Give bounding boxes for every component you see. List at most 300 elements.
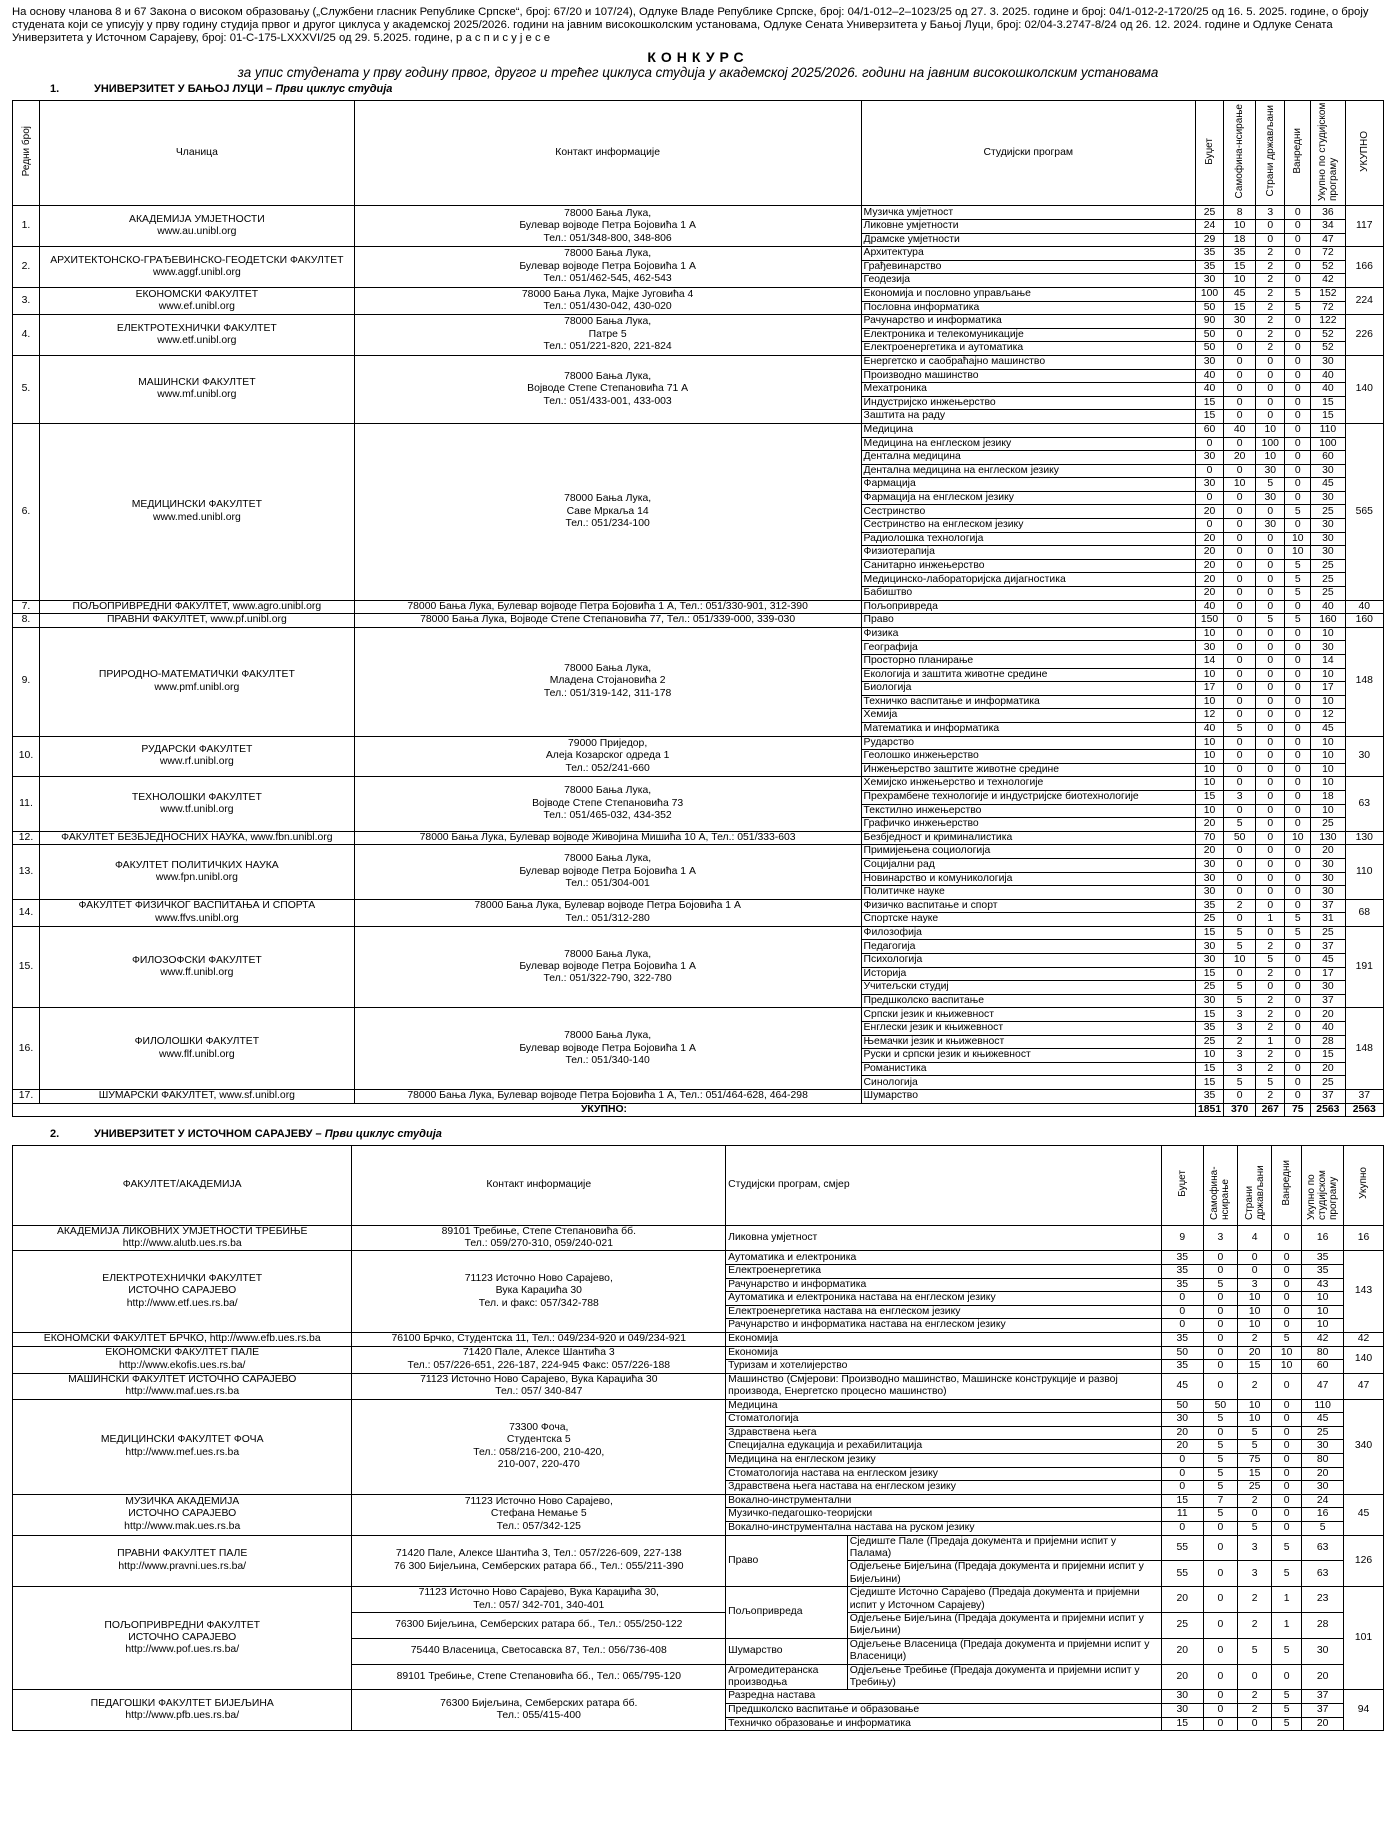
budget-cell: 15: [1161, 1494, 1203, 1508]
budget-cell: 10: [1195, 736, 1223, 750]
self-cell: 0: [1224, 886, 1256, 900]
table-row: [13, 831, 1384, 845]
header-contact: Контакт информације: [354, 101, 861, 206]
budget-cell: 0: [1195, 491, 1223, 505]
program-total-cell: 34: [1311, 220, 1345, 234]
self-cell: 3: [1203, 1225, 1237, 1251]
budget-cell: 40: [1195, 369, 1223, 383]
part-time-cell: 0: [1285, 709, 1311, 723]
table-row: [13, 355, 1384, 369]
foreign-cell: 2: [1256, 315, 1285, 329]
part-time-cell: 0: [1285, 899, 1311, 913]
member-total: 117: [1345, 206, 1384, 247]
budget-cell: 50: [1195, 342, 1223, 356]
part-time-cell: 0: [1285, 695, 1311, 709]
self-cell: 0: [1224, 369, 1256, 383]
budget-cell: 30: [1195, 872, 1223, 886]
table-row: [13, 1090, 1384, 1104]
foreign-cell: 0: [1256, 831, 1285, 845]
part-time-cell: 0: [1272, 1373, 1302, 1399]
member-name: ПОЉОПРИВРЕДНИ ФАКУЛТЕТ, www.agro.unibl.org: [40, 600, 355, 614]
foreign-cell: 0: [1256, 532, 1285, 546]
table-row: [13, 845, 1384, 859]
foreign-cell: 5: [1238, 1638, 1272, 1664]
self-cell: 0: [1224, 464, 1256, 478]
program-name: Техничко образовање и информатика: [726, 1717, 1162, 1731]
member-total: 340: [1344, 1399, 1384, 1494]
self-cell: 0: [1224, 383, 1256, 397]
self-cell: 2: [1224, 899, 1256, 913]
program-name: Медицина: [726, 1399, 1162, 1413]
program-name: Биологија: [861, 682, 1195, 696]
part-time-cell: 0: [1285, 954, 1311, 968]
program-name: Бабиштво: [861, 587, 1195, 601]
foreign-cell: 0: [1256, 736, 1285, 750]
program-total-cell: 30: [1311, 519, 1345, 533]
self-cell: 0: [1224, 1090, 1256, 1104]
member-contact: 71420 Пале, Алексе Шантића 3, Тел.: 057/226-609, 227-138 76 300 Бијељина, Семберских ратара бб., Тел.: 055/211-390: [352, 1535, 726, 1587]
program-total-cell: 60: [1311, 451, 1345, 465]
part-time-cell: 5: [1272, 1690, 1302, 1704]
foreign-cell: 2: [1256, 342, 1285, 356]
program-branch: Одјељење Требиње (Предаја документа и пријемни испит у Требињу): [847, 1664, 1161, 1690]
part-time-cell: 0: [1272, 1305, 1302, 1319]
program-total-cell: 30: [1311, 355, 1345, 369]
part-time-cell: 10: [1272, 1360, 1302, 1374]
row-number: 2.: [13, 247, 40, 288]
foreign-cell: 30: [1256, 491, 1285, 505]
foreign-cell: 0: [1256, 587, 1285, 601]
foreign-cell: 5: [1256, 954, 1285, 968]
member-name: ЕКОНОМСКИ ФАКУЛТЕТ www.ef.unibl.org: [40, 287, 355, 314]
self-cell: 0: [1203, 1319, 1237, 1333]
table-row: [13, 627, 1384, 641]
program-total-cell: 15: [1311, 396, 1345, 410]
member-contact: 78000 Бања Лука, Булевар војводе Петра Бојовића 1 А Тел.: 051/462-545, 462-543: [354, 247, 861, 288]
member-contact: 78000 Бања Лука, Саве Мркаља 14 Тел.: 051/234-100: [354, 423, 861, 600]
table-row: [13, 206, 1384, 220]
program-name: Техничко васпитање и информатика: [861, 695, 1195, 709]
self-cell: 0: [1224, 777, 1256, 791]
program-total-cell: 25: [1311, 587, 1345, 601]
program-name: Предшколско васпитање: [861, 994, 1195, 1008]
budget-cell: 15: [1195, 967, 1223, 981]
grand-total-total_prog: 2563: [1311, 1103, 1345, 1117]
part-time-cell: 0: [1285, 981, 1311, 995]
program-name: Физичко васпитање и спорт: [861, 899, 1195, 913]
row-number: 4.: [13, 315, 40, 356]
foreign-cell: 0: [1256, 886, 1285, 900]
program-name: Сестринство: [861, 505, 1195, 519]
foreign-cell: 5: [1238, 1426, 1272, 1440]
header-part-time: Ванредни: [1285, 101, 1311, 206]
table-row: [13, 899, 1384, 913]
foreign-cell: 0: [1256, 641, 1285, 655]
program-name: Рачунарство и информатика настава на енглеском језику: [726, 1319, 1162, 1333]
member-total: 191: [1345, 926, 1384, 1008]
header-program: Студијски програм: [861, 101, 1195, 206]
part-time-cell: 5: [1285, 573, 1311, 587]
budget-cell: 20: [1161, 1664, 1203, 1690]
program-total-cell: 36: [1311, 206, 1345, 220]
program-total-cell: 52: [1311, 342, 1345, 356]
member-contact: 78000 Бања Лука, Булевар војводе Живојина Мишића 10 А, Тел.: 051/333-603: [354, 831, 861, 845]
self-cell: 0: [1203, 1535, 1237, 1561]
budget-cell: 10: [1195, 695, 1223, 709]
program-name: Пословна информатика: [861, 301, 1195, 315]
self-cell: 0: [1203, 1612, 1237, 1638]
program-total-cell: 20: [1311, 845, 1345, 859]
program-name: Учитељски студиј: [861, 981, 1195, 995]
self-cell: 0: [1224, 355, 1256, 369]
program-name: Психологија: [861, 954, 1195, 968]
program-total-cell: 40: [1311, 369, 1345, 383]
part-time-cell: 0: [1285, 491, 1311, 505]
program-name: Филозофија: [861, 926, 1195, 940]
self-cell: 0: [1203, 1521, 1237, 1535]
program-branch: Одјељење Бијељина (Предаја документа и пријемни испит у Бијељини): [847, 1561, 1161, 1587]
foreign-cell: 2: [1256, 328, 1285, 342]
program-total-cell: 31: [1311, 913, 1345, 927]
program-total-cell: 10: [1311, 763, 1345, 777]
program-total-cell: 20: [1302, 1467, 1344, 1481]
program-total-cell: 28: [1302, 1612, 1344, 1638]
foreign-cell: 2: [1256, 301, 1285, 315]
program-total-cell: 63: [1302, 1561, 1344, 1587]
program-total-cell: 37: [1311, 940, 1345, 954]
member-contact: 78000 Бања Лука, Младена Стојановића 2 Тел.: 051/319-142, 311-178: [354, 627, 861, 736]
part-time-cell: 10: [1285, 532, 1311, 546]
program-total-cell: 100: [1311, 437, 1345, 451]
foreign-cell: 0: [1238, 1664, 1272, 1690]
foreign-cell: 0: [1256, 410, 1285, 424]
part-time-cell: 10: [1285, 831, 1311, 845]
program-name: Дентална медицина: [861, 451, 1195, 465]
self-cell: 0: [1224, 587, 1256, 601]
program-name: Геодезија: [861, 274, 1195, 288]
member-total: 148: [1345, 1008, 1384, 1090]
self-cell: 0: [1203, 1332, 1237, 1346]
section2-name: УНИВЕРЗИТЕТ У ИСТОЧНОМ САРАЈЕВУ: [94, 1128, 313, 1141]
self-cell: 0: [1203, 1638, 1237, 1664]
foreign-cell: 2: [1256, 247, 1285, 261]
self-cell: 0: [1203, 1292, 1237, 1306]
header-total-program: Укупно по студијском програму: [1311, 101, 1345, 206]
program-total-cell: 17: [1311, 682, 1345, 696]
member-total: 140: [1345, 355, 1384, 423]
self-cell: 0: [1224, 872, 1256, 886]
foreign-cell: 0: [1256, 845, 1285, 859]
program-name: Сестринство на енглеском језику: [861, 519, 1195, 533]
budget-cell: 20: [1195, 532, 1223, 546]
member-total: 37: [1345, 1090, 1384, 1104]
row-number: 12.: [13, 831, 40, 845]
member-name: МАШИНСКИ ФАКУЛТЕТ ИСТОЧНО САРАЈЕВО http://www.maf.ues.rs.ba: [13, 1373, 352, 1399]
part-time-cell: 0: [1285, 722, 1311, 736]
part-time-cell: 0: [1285, 818, 1311, 832]
program-name: Вокално-инструментални: [726, 1494, 1162, 1508]
program-total-cell: 37: [1311, 899, 1345, 913]
self-cell: 3: [1224, 1049, 1256, 1063]
foreign-cell: 4: [1238, 1225, 1272, 1251]
program-total-cell: 20: [1302, 1717, 1344, 1731]
self-cell: 0: [1224, 750, 1256, 764]
budget-cell: 12: [1195, 709, 1223, 723]
header-self-financing: Самофина-нсирање: [1224, 101, 1256, 206]
self-cell: 0: [1224, 614, 1256, 628]
part-time-cell: 0: [1272, 1467, 1302, 1481]
foreign-cell: 0: [1256, 858, 1285, 872]
foreign-cell: 3: [1238, 1278, 1272, 1292]
program-name: Медицина на енглеском језику: [861, 437, 1195, 451]
foreign-cell: 0: [1238, 1251, 1272, 1265]
header2-total: Укупно: [1344, 1146, 1384, 1225]
self-cell: 5: [1203, 1453, 1237, 1467]
foreign-cell: 2: [1238, 1494, 1272, 1508]
foreign-cell: 0: [1256, 709, 1285, 723]
program-total-cell: 110: [1302, 1399, 1344, 1413]
program-name: Социјални рад: [861, 858, 1195, 872]
part-time-cell: 0: [1285, 369, 1311, 383]
foreign-cell: 5: [1238, 1440, 1272, 1454]
part-time-cell: 0: [1285, 274, 1311, 288]
header-budget: Буџет: [1195, 101, 1223, 206]
member-total: 94: [1344, 1690, 1384, 1731]
part-time-cell: 0: [1285, 247, 1311, 261]
budget-cell: 0: [1161, 1453, 1203, 1467]
budget-cell: 55: [1161, 1535, 1203, 1561]
budget-cell: 50: [1161, 1346, 1203, 1360]
member-contact: 71123 Источно Ново Сарајево, Вука Караџића 30, Тел.: 057/ 342-701, 340-401: [352, 1587, 726, 1613]
program-name: Новинарство и комуникологија: [861, 872, 1195, 886]
program-total-cell: 10: [1302, 1305, 1344, 1319]
header-member: Чланица: [40, 101, 355, 206]
member-contact: 73300 Фоча, Студентска 5 Тел.: 058/216-200, 210-420, 210-007, 220-470: [352, 1399, 726, 1494]
header2-foreign: Страни држављани: [1238, 1146, 1272, 1225]
self-cell: 0: [1224, 858, 1256, 872]
part-time-cell: 0: [1285, 940, 1311, 954]
foreign-cell: 0: [1256, 396, 1285, 410]
program-name: Медицинско-лабораторијска дијагностика: [861, 573, 1195, 587]
row-number: 9.: [13, 627, 40, 736]
member-contact: 71420 Пале, Алексе Шантића 3 Тел.: 057/226-651, 226-187, 224-945 Факс: 057/226-188: [352, 1346, 726, 1373]
row-number: 15.: [13, 926, 40, 1008]
budget-cell: 20: [1195, 587, 1223, 601]
header2-program: Студијски програм, смјер: [726, 1146, 1162, 1225]
member-name: ЕЛЕКТРОТЕХНИЧКИ ФАКУЛТЕТ ИСТОЧНО САРАЈЕВО http://www.etf.ues.rs.ba/: [13, 1251, 352, 1333]
budget-cell: 150: [1195, 614, 1223, 628]
program-name: Руски и српски језик и књижевност: [861, 1049, 1195, 1063]
foreign-cell: 0: [1256, 790, 1285, 804]
program-total-cell: 30: [1311, 641, 1345, 655]
foreign-cell: 0: [1256, 981, 1285, 995]
part-time-cell: 0: [1285, 451, 1311, 465]
self-cell: 0: [1224, 655, 1256, 669]
part-time-cell: 0: [1272, 1453, 1302, 1467]
document-title: КОНКУРС: [647, 49, 749, 65]
program-name: Архитектура: [861, 247, 1195, 261]
member-name: МАШИНСКИ ФАКУЛТЕТ www.mf.unibl.org: [40, 355, 355, 423]
table-row: [13, 287, 1384, 301]
member-total: 101: [1344, 1587, 1384, 1690]
member-total: 565: [1345, 423, 1384, 600]
foreign-cell: 10: [1256, 423, 1285, 437]
budget-cell: 15: [1195, 790, 1223, 804]
member-name: ТЕХНОЛОШКИ ФАКУЛТЕТ www.tf.unibl.org: [40, 777, 355, 831]
program-total-cell: 80: [1302, 1346, 1344, 1360]
budget-cell: 30: [1195, 478, 1223, 492]
budget-cell: 35: [1195, 247, 1223, 261]
part-time-cell: 5: [1272, 1535, 1302, 1561]
member-contact: 78000 Бања Лука, Булевар војводе Петра Бојовића 1 А, Тел.: 051/464-628, 464-298: [354, 1090, 861, 1104]
program-name: Инжењерство заштите животне средине: [861, 763, 1195, 777]
self-cell: 5: [1203, 1440, 1237, 1454]
program-total-cell: 25: [1311, 559, 1345, 573]
member-name: ФИЛОЛОШКИ ФАКУЛТЕТ www.flf.unibl.org: [40, 1008, 355, 1090]
foreign-cell: 2: [1238, 1332, 1272, 1346]
program-total-cell: 30: [1302, 1481, 1344, 1495]
budget-cell: 25: [1161, 1612, 1203, 1638]
program-total-cell: 30: [1311, 858, 1345, 872]
part-time-cell: 0: [1285, 355, 1311, 369]
program-name: Аутоматика и електроника настава на енглеском језику: [726, 1292, 1162, 1306]
table-row: [13, 1373, 1384, 1399]
foreign-cell: 2: [1256, 1062, 1285, 1076]
member-name: ФАКУЛТЕТ ФИЗИЧКОГ ВАСПИТАЊА И СПОРТА www.ffvs.unibl.org: [40, 899, 355, 926]
row-number: 17.: [13, 1090, 40, 1104]
program-total-cell: 25: [1311, 505, 1345, 519]
part-time-cell: 0: [1285, 478, 1311, 492]
program-total-cell: 24: [1302, 1494, 1344, 1508]
part-time-cell: 0: [1285, 423, 1311, 437]
member-contact: 76300 Бијељина, Семберских ратара бб., Тел.: 055/250-122: [352, 1612, 726, 1638]
member-name: ЕКОНОМСКИ ФАКУЛТЕТ БРЧКО, http://www.efb.ues.rs.ba: [13, 1332, 352, 1346]
program-name: Здравствена њега: [726, 1426, 1162, 1440]
self-cell: 5: [1203, 1508, 1237, 1522]
member-contact: 71123 Источно Ново Сарајево, Стефана Немање 5 Тел.: 057/342-125: [352, 1494, 726, 1535]
budget-cell: 30: [1195, 451, 1223, 465]
table-row: [13, 1399, 1384, 1413]
budget-cell: 30: [1195, 994, 1223, 1008]
foreign-cell: 0: [1256, 627, 1285, 641]
part-time-cell: 0: [1285, 736, 1311, 750]
program-total-cell: 80: [1302, 1453, 1344, 1467]
part-time-cell: 0: [1285, 464, 1311, 478]
budget-cell: 70: [1195, 831, 1223, 845]
program-name: Рударство: [861, 736, 1195, 750]
self-cell: 5: [1224, 994, 1256, 1008]
foreign-cell: 3: [1256, 206, 1285, 220]
budget-cell: 100: [1195, 287, 1223, 301]
section1-number: 1.: [50, 83, 60, 95]
row-number: 3.: [13, 287, 40, 314]
self-cell: 0: [1203, 1703, 1237, 1717]
self-cell: 40: [1224, 423, 1256, 437]
program-name: Историја: [861, 967, 1195, 981]
member-total: 110: [1345, 845, 1384, 899]
member-contact: 78000 Бања Лука, Булевар војводе Петра Бојовића 1 А Тел.: 051/348-800, 348-806: [354, 206, 861, 247]
budget-cell: 30: [1195, 886, 1223, 900]
foreign-cell: 0: [1238, 1265, 1272, 1279]
part-time-cell: 0: [1285, 655, 1311, 669]
program-name: Заштита на раду: [861, 410, 1195, 424]
header2-part-time: Ванредни: [1272, 1146, 1302, 1225]
self-cell: 0: [1224, 546, 1256, 560]
foreign-cell: 0: [1256, 655, 1285, 669]
table-row: [13, 315, 1384, 329]
budget-cell: 20: [1161, 1426, 1203, 1440]
self-cell: 10: [1224, 954, 1256, 968]
self-cell: 0: [1203, 1664, 1237, 1690]
intro-paragraph: На основу чланова 8 и 67 Закона о високом образовању („Службени гласник Републике Српске“, број: 67/20 и 107/24), Одлуке Владе Републике Српске, број: 04/1-012–2–1023/25 од 27. 3. 2025. године и број: 04/1-012-2-1720/25 од 16. 5. 2025. године, о броју студената који се уписују у прву годину студија првог и другог циклуса у академској 2025/2026. години на јавним високошколским установама, Одлуке Сената Универзитета у Бањој Луци, број: 02/04-3.2747-8/24 од 26. 12. 2024. године и Одлуке Сената Универзитета у Источном Сарајеву, број: 01-С-175-LXXXVI/25 од 29. 5.2025. године, р а с п и с у ј е с е: [12, 6, 1369, 44]
program-total-cell: 20: [1311, 1062, 1345, 1076]
budget-cell: 15: [1195, 410, 1223, 424]
budget-cell: 35: [1195, 260, 1223, 274]
member-total: 63: [1345, 777, 1384, 831]
self-cell: 0: [1224, 736, 1256, 750]
foreign-cell: 0: [1256, 722, 1285, 736]
program-total-cell: 10: [1311, 736, 1345, 750]
part-time-cell: 0: [1285, 206, 1311, 220]
budget-cell: 11: [1161, 1508, 1203, 1522]
budget-cell: 35: [1161, 1251, 1203, 1265]
program-name: Електроенергетика и аутоматика: [861, 342, 1195, 356]
section1-name: УНИВЕРЗИТЕТ У БАЊОЈ ЛУЦИ: [94, 83, 264, 95]
program-name: Електроенергетика настава на енглеском језику: [726, 1305, 1162, 1319]
self-cell: 10: [1224, 274, 1256, 288]
program-total-cell: 15: [1311, 1049, 1345, 1063]
part-time-cell: 5: [1272, 1561, 1302, 1587]
table-row: [13, 1008, 1384, 1022]
part-time-cell: 5: [1272, 1332, 1302, 1346]
row-number: 14.: [13, 899, 40, 926]
program-name: Електроенергетика: [726, 1265, 1162, 1279]
foreign-cell: 10: [1256, 451, 1285, 465]
program-name: Радиолошка технологија: [861, 532, 1195, 546]
foreign-cell: 2: [1256, 1090, 1285, 1104]
foreign-cell: 0: [1256, 233, 1285, 247]
member-name: АКАДЕМИЈА УМЈЕТНОСТИ www.au.unibl.org: [40, 206, 355, 247]
budget-cell: 0: [1161, 1467, 1203, 1481]
program-name: Рачунарство и информатика: [726, 1278, 1162, 1292]
self-cell: 8: [1224, 206, 1256, 220]
program-name: Физиотерапија: [861, 546, 1195, 560]
part-time-cell: 0: [1285, 763, 1311, 777]
foreign-cell: 0: [1256, 355, 1285, 369]
budget-cell: 20: [1195, 546, 1223, 560]
foreign-cell: 2: [1256, 1049, 1285, 1063]
program-total-cell: 10: [1311, 695, 1345, 709]
program-name: Шумарство: [726, 1638, 848, 1664]
budget-cell: 25: [1195, 206, 1223, 220]
program-name: Драмске умјетности: [861, 233, 1195, 247]
foreign-cell: 0: [1256, 682, 1285, 696]
self-cell: 0: [1203, 1561, 1237, 1587]
grand-total-row: [13, 1103, 1384, 1117]
part-time-cell: 5: [1272, 1717, 1302, 1731]
budget-cell: 0: [1195, 464, 1223, 478]
program-name: Здравствена њега настава на енглеском језику: [726, 1481, 1162, 1495]
self-cell: 30: [1224, 315, 1256, 329]
self-cell: 0: [1224, 641, 1256, 655]
foreign-cell: 10: [1238, 1319, 1272, 1333]
foreign-cell: 2: [1256, 260, 1285, 274]
program-total-cell: 52: [1311, 260, 1345, 274]
program-total-cell: 160: [1311, 614, 1345, 628]
section1-cycle: – Први циклус студија: [263, 83, 393, 95]
program-name: Право: [726, 1535, 848, 1587]
self-cell: 0: [1203, 1373, 1237, 1399]
